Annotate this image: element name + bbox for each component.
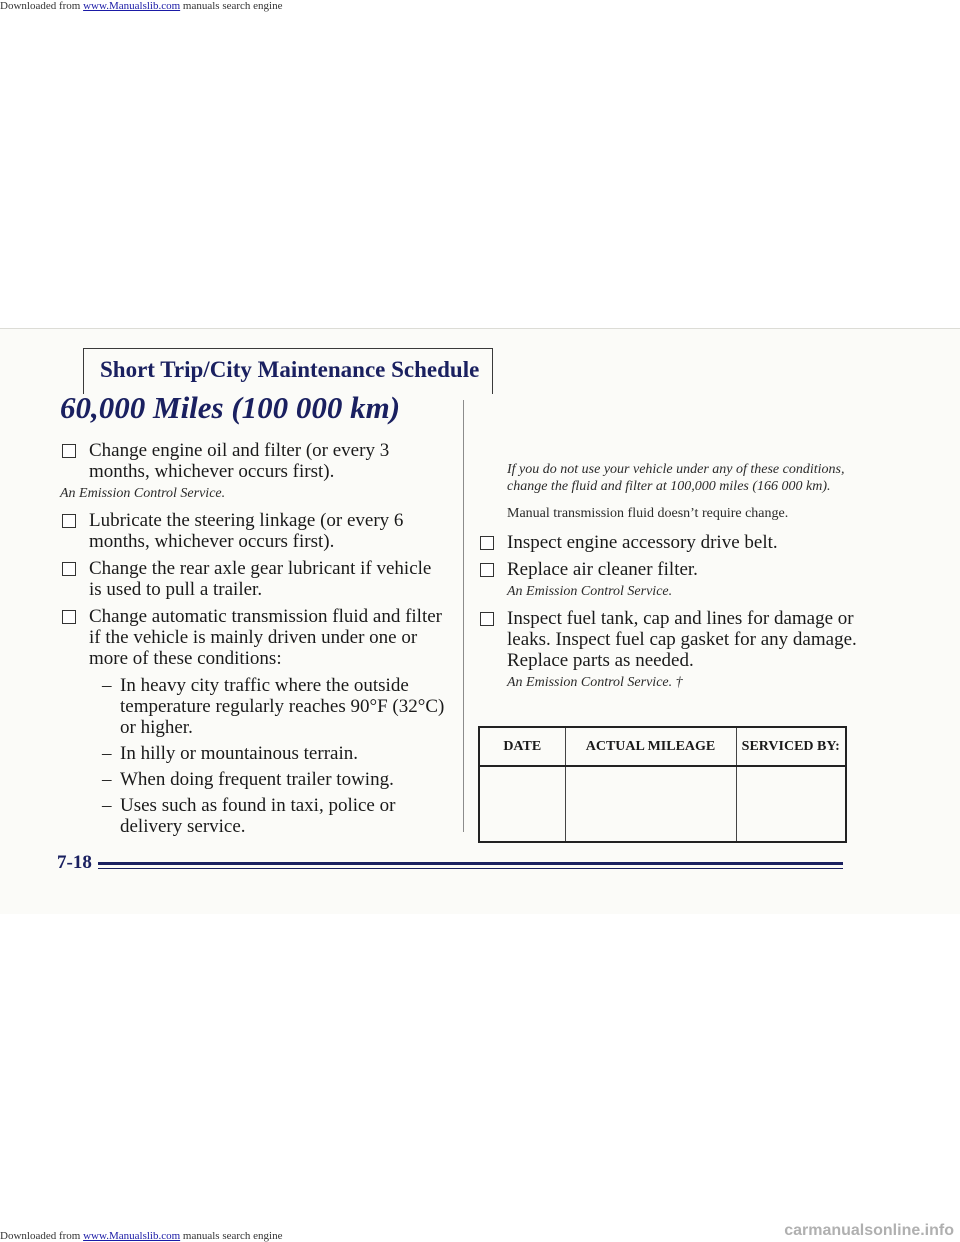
checklist-item xyxy=(60,510,445,552)
checkbox-icon[interactable] xyxy=(62,514,76,528)
mileage-cell[interactable] xyxy=(565,766,736,842)
item-text: Inspect fuel tank, cap and lines for damage or leaks. Inspect fuel cap gasket for any damage. Replace parts as needed. xyxy=(507,608,857,671)
watermark: carmanualsonline.info xyxy=(784,1222,954,1239)
footer-rule-thin xyxy=(98,868,843,869)
list-item xyxy=(60,769,445,790)
manualslib-link[interactable]: www.Manualslib.com xyxy=(83,0,181,12)
manual-transmission-note: Manual transmission fluid doesn’t require change. xyxy=(507,506,789,521)
condition-text: Uses such as found in taxi, police or delivery service. xyxy=(120,795,396,837)
mileage-header: ACTUAL MILEAGE xyxy=(565,727,736,766)
left-column xyxy=(60,440,445,842)
dash-bullet: – xyxy=(102,675,112,696)
footer-rule xyxy=(98,862,843,865)
table-header-row xyxy=(479,727,846,766)
condition-text: When doing frequent trailer towing. xyxy=(120,769,394,790)
checkbox-icon[interactable] xyxy=(62,610,76,624)
dash-bullet: – xyxy=(102,743,112,764)
download-header: Downloaded from www.Manualslib.com manuals search engine xyxy=(0,0,283,12)
checklist-item xyxy=(478,532,858,553)
dash-bullet: – xyxy=(102,795,112,816)
emission-note: An Emission Control Service. † xyxy=(507,675,683,690)
date-cell[interactable] xyxy=(479,766,565,842)
item-text: Change the rear axle gear lubricant if vehicle is used to pull a trailer. xyxy=(89,558,432,600)
emission-note: An Emission Control Service. xyxy=(60,486,226,501)
checkbox-icon[interactable] xyxy=(62,444,76,458)
miles-heading: 60,000 Miles (100 000 km) xyxy=(60,390,401,425)
item-text: Change engine oil and filter (or every 3 months, whichever occurs first). xyxy=(89,440,390,482)
checkbox-icon[interactable] xyxy=(480,536,494,550)
item-text: Replace air cleaner filter. xyxy=(507,559,698,580)
checklist-item xyxy=(60,440,445,482)
transmission-note: If you do not use your vehicle under any of these conditions, change the fluid and filter at 100,000 miles (166 000 km). xyxy=(507,462,845,494)
conditions-list xyxy=(60,675,445,837)
checkbox-icon[interactable] xyxy=(480,563,494,577)
item-text: Inspect engine accessory drive belt. xyxy=(507,532,778,553)
page-number: 7-18 xyxy=(57,852,92,873)
condition-text: In hilly or mountainous terrain. xyxy=(120,743,358,764)
item-text: Lubricate the steering linkage (or every 6 months, whichever occurs first). xyxy=(89,510,404,552)
dash-bullet: – xyxy=(102,769,112,790)
condition-text: In heavy city traffic where the outside temperature regularly reaches 90°F (32°C) or higher. xyxy=(120,675,445,738)
emission-note: An Emission Control Service. xyxy=(507,584,673,599)
service-log-table xyxy=(478,726,847,843)
serviced-by-header: SERVICED BY: xyxy=(736,727,846,766)
checklist-item xyxy=(478,559,858,580)
section-title-box xyxy=(83,348,493,394)
checklist-item xyxy=(478,608,858,671)
download-footer: Downloaded from www.Manualslib.com manuals search engine xyxy=(0,1230,283,1242)
serviced-by-cell[interactable] xyxy=(736,766,846,842)
section-title: Short Trip/City Maintenance Schedule xyxy=(100,357,480,382)
column-divider xyxy=(463,400,464,832)
right-column xyxy=(478,462,858,699)
list-item xyxy=(60,675,445,738)
checkbox-icon[interactable] xyxy=(480,612,494,626)
list-item xyxy=(60,743,445,764)
item-text: Change automatic transmission fluid and filter if the vehicle is mainly driven under one or more of these conditions: xyxy=(89,606,443,669)
list-item xyxy=(60,795,445,837)
checklist-item xyxy=(60,558,445,600)
checklist-item xyxy=(60,606,445,669)
date-header: DATE xyxy=(479,727,565,766)
checkbox-icon[interactable] xyxy=(62,562,76,576)
manualslib-link[interactable]: www.Manualslib.com xyxy=(83,1230,181,1242)
table-row xyxy=(479,766,846,842)
